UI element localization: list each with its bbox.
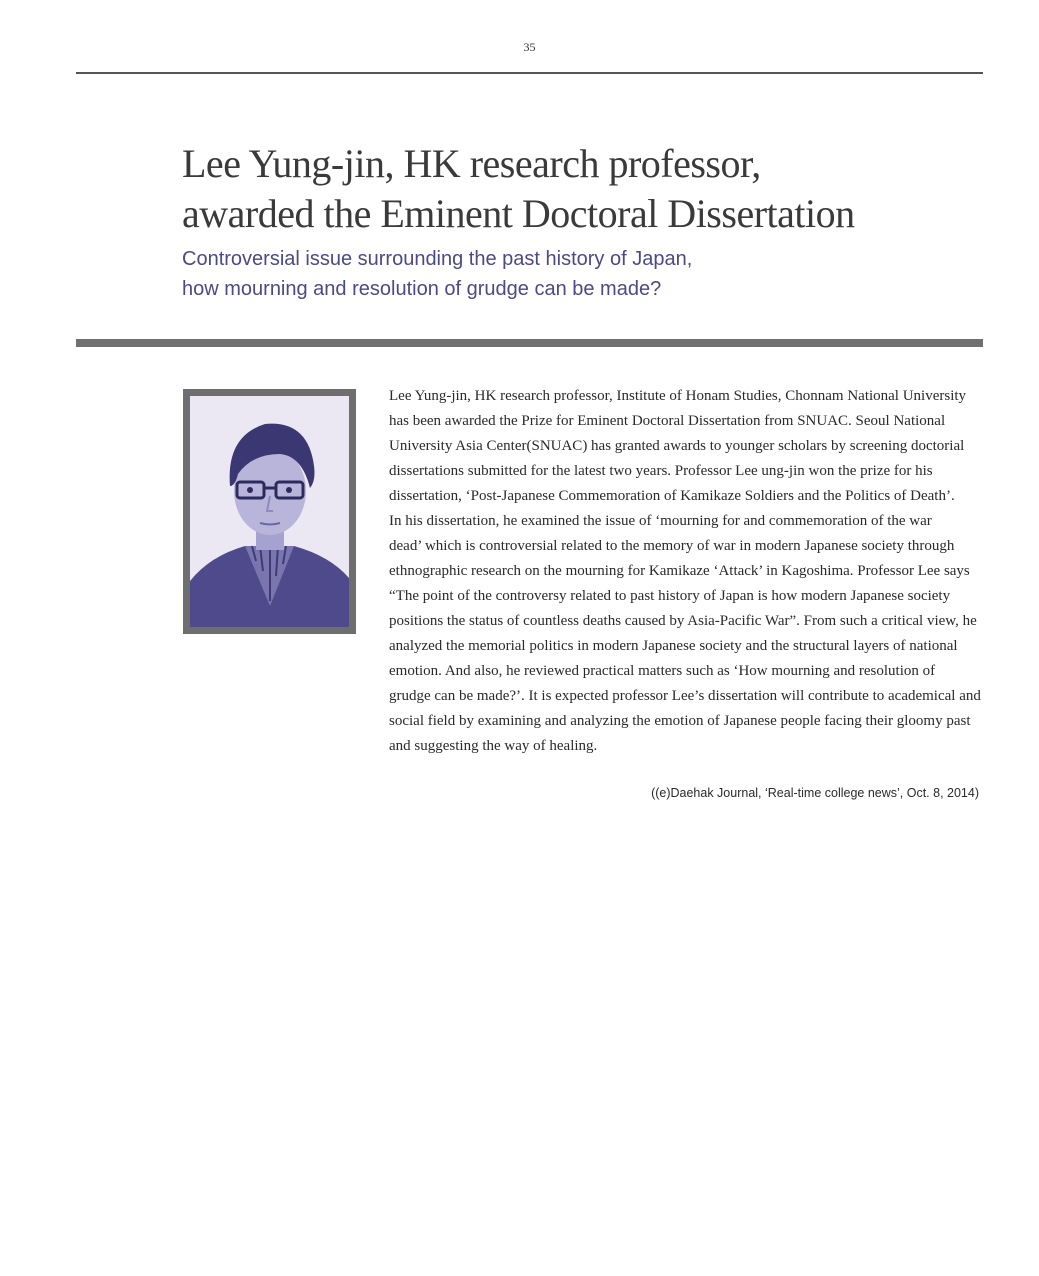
section-divider <box>76 339 983 347</box>
body-line: has been awarded the Prize for Eminent Doctoral Dissertation from SNUAC. Seoul National <box>389 413 946 429</box>
body-line: positions the status of countless deaths caused by Asia-Pacific War”. From such a critical view, he <box>389 613 977 629</box>
portrait-photo <box>190 396 349 627</box>
body-line: emotion. And also, he reviewed practical matters such as ‘How mourning and resolution of <box>389 663 936 679</box>
body-line: “The point of the controversy related to past history of Japan is how modern Japanese society <box>389 588 951 604</box>
article-subtitle <box>182 244 692 304</box>
article-subtitle-line: Controversial issue surrounding the past history of Japan, <box>182 248 693 270</box>
portrait-illustration <box>190 396 349 627</box>
source-citation: ((e)Daehak Journal, ‘Real-time college news’, Oct. 8, 2014) <box>651 786 979 800</box>
body-line: University Asia Center(SNUAC) has granted awards to younger scholars by screening doctorial <box>389 438 965 454</box>
article-title <box>182 139 855 239</box>
body-line: social field by examining and analyzing the emotion of Japanese people facing their gloomy past <box>389 713 971 729</box>
article-title-line: awarded the Eminent Doctoral Dissertation <box>182 191 855 236</box>
body-line: analyzed the memorial politics in modern Japanese society and the structural layers of national <box>389 638 958 654</box>
body-line: dissertation, ‘Post-Japanese Commemoration of Kamikaze Soldiers and the Politics of Death’. <box>389 488 955 504</box>
page-number: 35 <box>523 40 536 54</box>
portrait-frame <box>183 389 356 634</box>
body-line: ethnographic research on the mourning for Kamikaze ‘Attack’ in Kagoshima. Professor Lee says <box>389 563 970 579</box>
body-line: grudge can be made?’. It is expected professor Lee’s dissertation will contribute to academical and <box>389 688 981 704</box>
header-divider <box>76 72 983 74</box>
article-body <box>389 384 983 759</box>
body-line: dead’ which is controversial related to the memory of war in modern Japanese society through <box>389 538 955 554</box>
body-line: and suggesting the way of healing. <box>389 738 598 754</box>
article-subtitle-line: how mourning and resolution of grudge can be made? <box>182 278 662 300</box>
article-title-line: Lee Yung-jin, HK research professor, <box>182 141 761 186</box>
body-line: dissertations submitted for the latest two years. Professor Lee ung-jin won the prize for his <box>389 463 933 479</box>
body-line: Lee Yung-jin, HK research professor, Institute of Honam Studies, Chonnam National University <box>389 388 967 404</box>
body-line: In his dissertation, he examined the issue of ‘mourning for and commemoration of the war <box>389 513 932 529</box>
